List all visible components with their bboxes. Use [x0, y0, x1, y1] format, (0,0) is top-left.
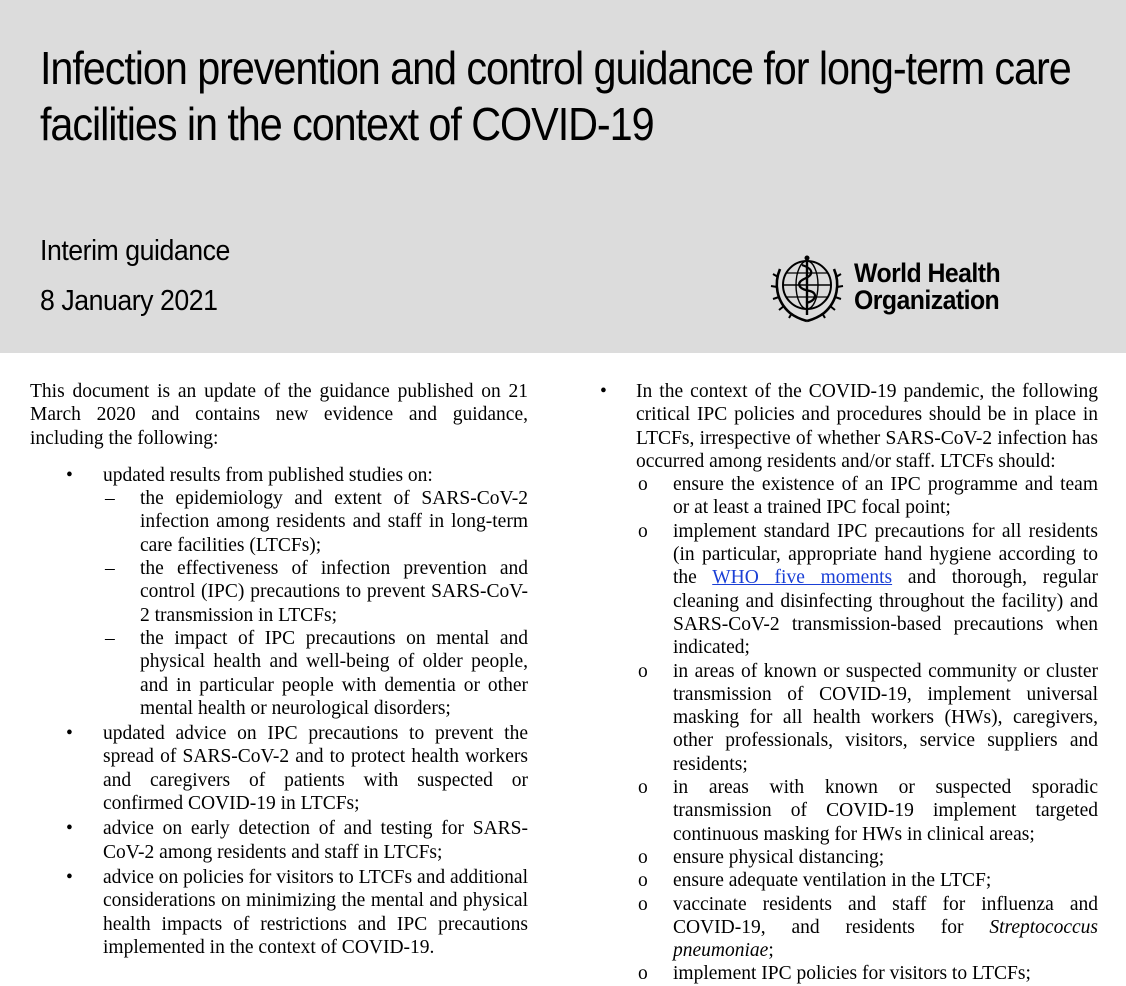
- sub-list-item: [103, 557, 528, 627]
- species-name: Streptococcus pneumoniae: [673, 916, 1098, 962]
- sub-list-item-text: in areas of known or suspected community or cluster transmission of COVID-19, implement universal masking for all health workers (HWs), caregivers, other professionals, visitors, service suppliers and residents;: [673, 660, 1098, 775]
- circle-mark: o: [638, 893, 648, 915]
- logo-line-1: World Health: [854, 258, 1001, 288]
- sub-list-item-text: ensure adequate ventilation in the LTCF;: [673, 870, 992, 892]
- right-column: [598, 380, 1098, 986]
- sub-list-item: [598, 893, 1098, 963]
- sub-list-item: [103, 487, 528, 557]
- sub-list-item: [103, 627, 528, 720]
- sub-list-item: [598, 520, 1098, 660]
- list-item: [30, 817, 528, 864]
- circle-mark: o: [638, 870, 648, 892]
- dash-mark: –: [105, 558, 115, 580]
- list-item-text: updated advice on IPC precautions to prevent the spread of SARS-CoV-2 and to protect health workers and caregivers of patients with suspected or confirmed COVID-19 in LTCFs;: [103, 723, 528, 815]
- dash-mark: –: [105, 488, 115, 510]
- sub-list-item-text: ensure the existence of an IPC programme and team or at least a trained IPC focal point;: [673, 474, 1098, 519]
- dash-mark: –: [105, 627, 115, 649]
- bullet-mark: •: [66, 818, 73, 840]
- sub-list-item-text: vaccinate residents and staff for influenza and COVID-19, and residents for: [673, 893, 1098, 938]
- sub-list-item-text: in areas with known or suspected sporadic transmission of COVID-19 implement targeted continuous masking for HWs in clinical areas;: [673, 777, 1098, 845]
- sub-list-item-text: the effectiveness of infection prevention and control (IPC) precautions to prevent SARS-CoV-2 transmission in LTCFs;: [140, 558, 528, 626]
- who-five-moments-link[interactable]: WHO five moments: [712, 567, 893, 589]
- sub-list-item: [598, 660, 1098, 776]
- circle-mark: o: [638, 474, 648, 496]
- who-logo-text: [854, 260, 1000, 314]
- sub-list-item: [598, 869, 1098, 892]
- list-item-text: advice on early detection of and testing for SARS-CoV-2 among residents and staff in LTCFs;: [103, 818, 528, 863]
- circle-mark: o: [638, 520, 648, 542]
- who-emblem-icon: [766, 249, 848, 325]
- sub-list-item: [598, 473, 1098, 520]
- circle-mark: o: [638, 963, 648, 985]
- sub-list-item-text: and thorough, regular cleaning and disinfecting throughout the facility) and SARS-CoV-2 transmission-based precautions when indicated;: [673, 567, 1098, 659]
- sub-list-item-text: implement standard IPC precautions for all residents (in particular, appropriate hand hygiene according to the: [673, 520, 1098, 589]
- list-item: [30, 464, 528, 720]
- sub-list-item-text: the impact of IPC precautions on mental and physical health and well-being of older people, and in particular people with dementia or other mental health or neurological disorders;: [140, 627, 528, 719]
- circle-mark: o: [638, 660, 648, 682]
- list-item-text: advice on policies for visitors to LTCFs and additional considerations on minimizing the mental and physical health impacts of restrictions and IPC precautions implemented in the context of COVID-19.: [103, 866, 528, 958]
- list-item-text: In the context of the COVID-19 pandemic, the following critical IPC policies and procedures should be in place in LTCFs, irrespective of whether SARS-CoV-2 infection has occurred among residents and/or staff. LTCFs should:: [636, 381, 1098, 472]
- circle-mark: o: [638, 846, 648, 868]
- document-subtitle: [40, 226, 230, 326]
- circle-mark: o: [638, 777, 648, 799]
- sub-list: [103, 487, 528, 720]
- document-title: Infection prevention and control guidance for long-term care facilities in the context of COVID-19: [40, 42, 1071, 150]
- who-logo: [766, 249, 1016, 325]
- policy-list: [598, 473, 1098, 986]
- header-banner: [0, 0, 1126, 353]
- intro-paragraph: This document is an update of the guidance published on 21 March 2020 and contains new evidence and guidance, including the following:: [30, 381, 528, 449]
- sub-list-item-text: ensure physical distancing;: [673, 846, 885, 868]
- sub-list-item: [598, 846, 1098, 869]
- document-date: 8 January 2021: [40, 285, 218, 317]
- list-item: [30, 866, 528, 959]
- bullet-mark: •: [66, 723, 73, 745]
- sub-list-item-text: ;: [768, 940, 774, 962]
- logo-line-2: Organization: [854, 285, 1000, 315]
- update-list: [30, 464, 528, 959]
- subtitle-label: Interim guidance: [40, 235, 230, 267]
- sub-list-item: [598, 962, 1098, 985]
- sub-list-item: [598, 776, 1098, 846]
- left-column: [30, 380, 528, 961]
- sub-list-item-text: implement IPC policies for visitors to LTCFs;: [673, 963, 1031, 985]
- sub-list-item-text: the epidemiology and extent of SARS-CoV-2 infection among residents and staff in long-term care facilities (LTCFs);: [140, 488, 528, 556]
- bullet-mark: •: [66, 464, 73, 486]
- list-item-text: updated results from published studies on:: [103, 464, 433, 486]
- list-item: [30, 722, 528, 815]
- bullet-mark: •: [600, 381, 607, 402]
- list-item: [598, 380, 1098, 473]
- bullet-mark: •: [66, 866, 73, 888]
